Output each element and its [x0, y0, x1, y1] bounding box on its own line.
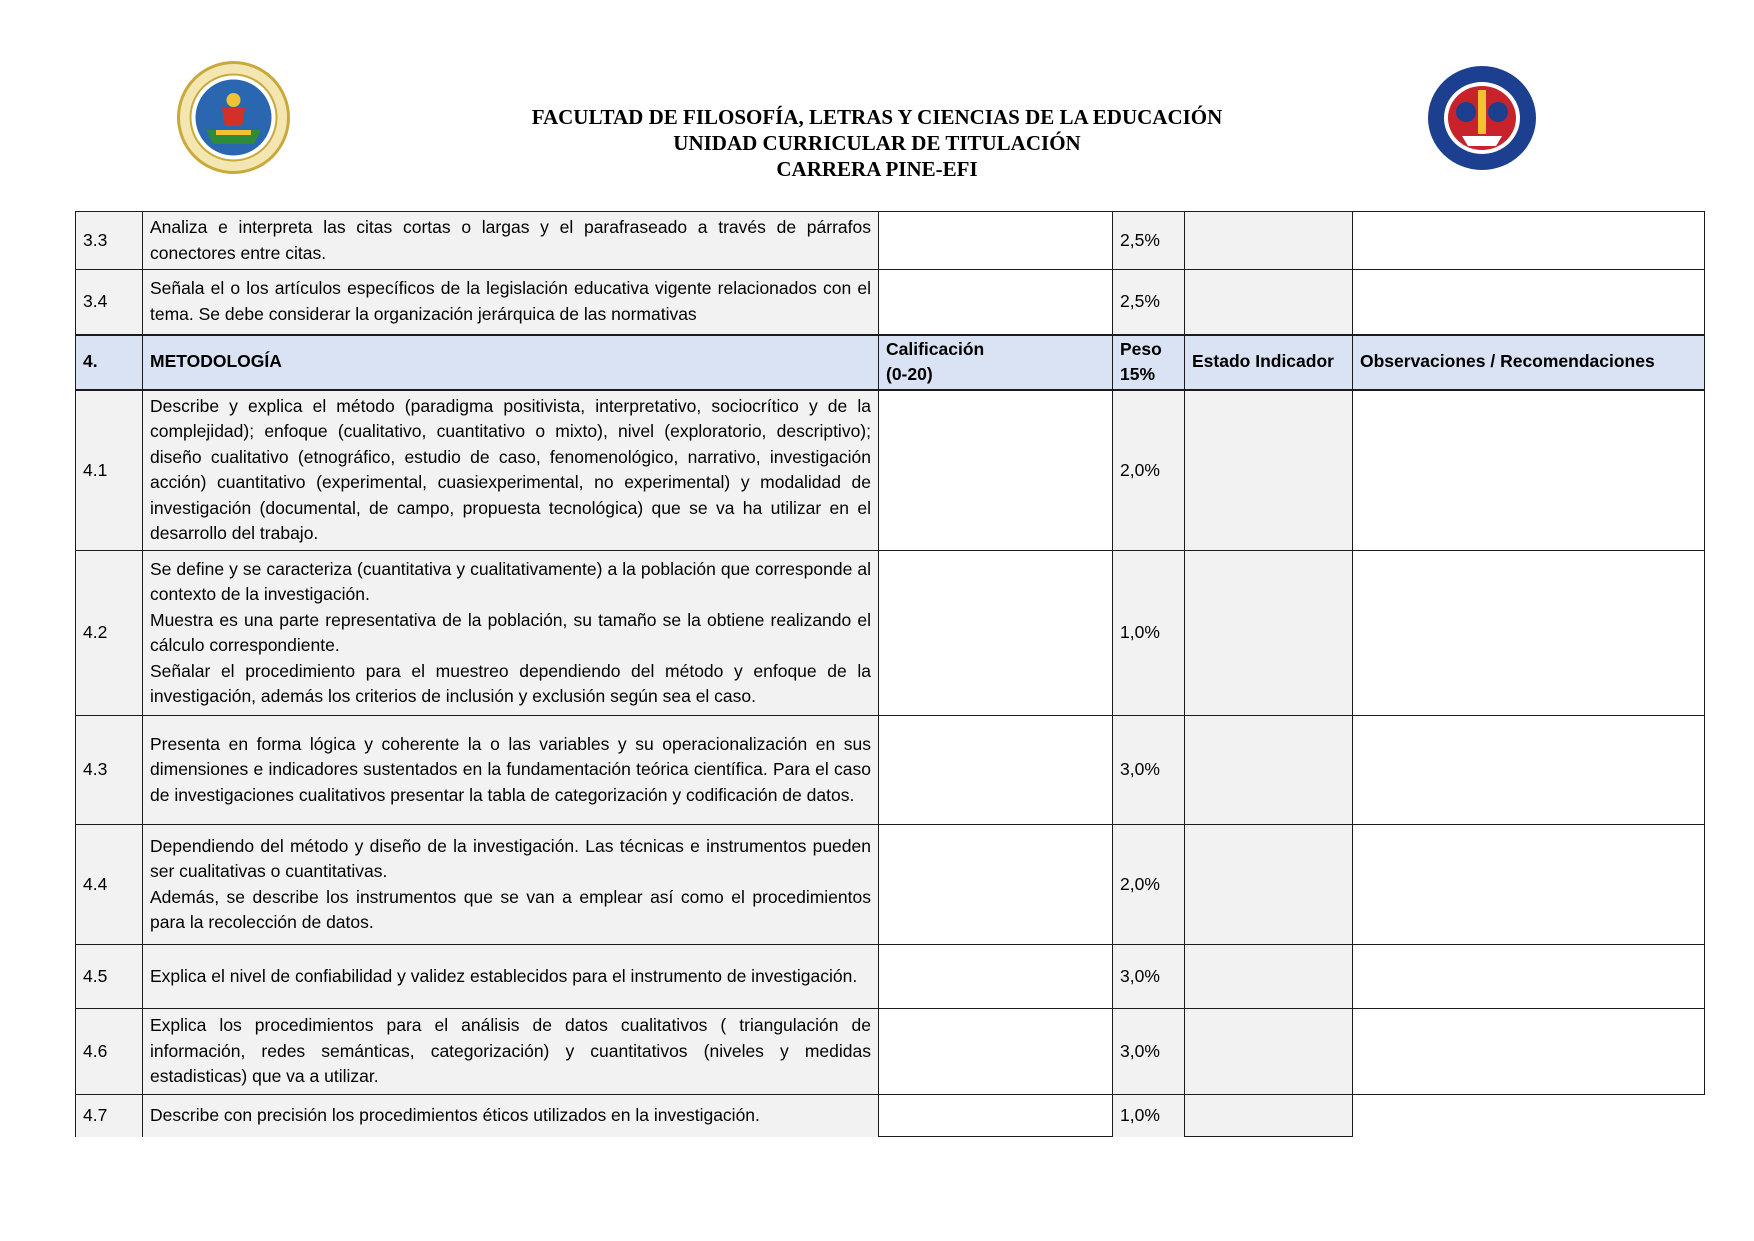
- peso-header-value: 15%: [1120, 364, 1156, 384]
- peso-value: 1,0%: [1113, 551, 1185, 716]
- table-row: [76, 212, 1705, 270]
- estado-cell[interactable]: [1185, 1095, 1353, 1137]
- item-number: 4.1: [76, 390, 143, 551]
- item-number: 4.4: [76, 825, 143, 945]
- item-number: 4.7: [76, 1095, 143, 1137]
- item-description: Describe con precisión los procedimientos éticos utilizados en la investigación.: [143, 1095, 879, 1137]
- peso-value: 2,0%: [1113, 390, 1185, 551]
- table-row: [76, 270, 1705, 335]
- calificacion-cell[interactable]: [879, 212, 1113, 270]
- item-number: 4.2: [76, 551, 143, 716]
- observaciones-cell[interactable]: [1353, 390, 1705, 551]
- table-row: [76, 1095, 1705, 1137]
- item-description: Describe y explica el método (paradigma positivista, interpretativo, sociocrítico y de la complejidad); enfoque (cualitativo, cuantitativo o mixto), nivel (exploratorio, descriptivo); diseño cualitativo (etnográfico, estudio de caso, fenomenológico, narrativo, investigación acción) cuantitativo (experimental, cuasiexperimental, no experimental) y modalidad de investigación (documental, de campo, propuesta tecnológica) que se va ha utilizar en el desarrollo del trabajo.: [143, 390, 879, 551]
- item-number: 4.3: [76, 716, 143, 825]
- calificacion-cell[interactable]: [879, 270, 1113, 335]
- observaciones-cell[interactable]: [1353, 825, 1705, 945]
- peso-header-label: Peso: [1120, 338, 1162, 359]
- item-number: 3.4: [76, 270, 143, 335]
- observaciones-cell[interactable]: [1353, 1009, 1705, 1095]
- observaciones-cell[interactable]: [1353, 551, 1705, 716]
- calificacion-header: [879, 335, 1113, 390]
- faculty-title: FACULTAD DE FILOSOFÍA, LETRAS Y CIENCIAS DE LA EDUCACIÓN: [531, 105, 1223, 129]
- peso-value: 2,0%: [1113, 825, 1185, 945]
- calificacion-cell[interactable]: [879, 716, 1113, 825]
- peso-value: 3,0%: [1113, 945, 1185, 1009]
- section-header-row: [76, 335, 1705, 390]
- item-number: 4.5: [76, 945, 143, 1009]
- calificacion-cell[interactable]: [879, 825, 1113, 945]
- estado-cell[interactable]: [1185, 825, 1353, 945]
- peso-value: 2,5%: [1113, 270, 1185, 335]
- item-description: Analiza e interpreta las citas cortas o largas y el parafraseado a través de párrafos conectores entre citas.: [143, 212, 879, 270]
- estado-cell[interactable]: [1185, 1009, 1353, 1095]
- table-row: [76, 716, 1705, 825]
- observaciones-cell[interactable]: [1353, 716, 1705, 825]
- estado-header: Estado Indicador: [1185, 335, 1353, 390]
- description-line: Muestra es una parte representativa de la población, su tamaño se la obtiene realizando el cálculo correspondiente.: [150, 609, 871, 655]
- item-number: 3.3: [76, 212, 143, 270]
- description-line: Se define y se caracteriza (cuantitativa y cualitativamente) a la población que corresponde al contexto de la investigación.: [150, 558, 871, 604]
- document-title: [0, 104, 1754, 182]
- item-description: [143, 825, 879, 945]
- estado-cell[interactable]: [1185, 945, 1353, 1009]
- peso-value: 1,0%: [1113, 1095, 1185, 1137]
- item-description: Señala el o los artículos específicos de la legislación educativa vigente relacionados con el tema. Se debe considerar la organización jerárquica de las normativas: [143, 270, 879, 335]
- section-number: 4.: [76, 335, 143, 390]
- item-description: [143, 551, 879, 716]
- table-row: [76, 825, 1705, 945]
- section-title: METODOLOGÍA: [143, 335, 879, 390]
- table-row: [76, 945, 1705, 1009]
- peso-value: 3,0%: [1113, 1009, 1185, 1095]
- description-line: Además, se describe los instrumentos que se van a emplear así como el procedimientos para la recolección de datos.: [150, 886, 871, 932]
- career-title: CARRERA PINE-EFI: [776, 157, 978, 181]
- peso-value: 3,0%: [1113, 716, 1185, 825]
- peso-header: [1113, 335, 1185, 390]
- description-line: Dependiendo del método y diseño de la investigación. Las técnicas e instrumentos pueden ser cualitativas o cuantitativas.: [150, 835, 871, 881]
- observaciones-cell[interactable]: [1353, 945, 1705, 1009]
- observaciones-header: Observaciones / Recomendaciones: [1353, 335, 1705, 390]
- item-description: Explica los procedimientos para el análisis de datos cualitativos ( triangulación de información, redes semánticas, categorización) y cuantitativos (niveles y medidas estadisticas) que va a utilizar.: [143, 1009, 879, 1095]
- calificacion-header-label: Calificación: [886, 338, 985, 359]
- table-row: [76, 390, 1705, 551]
- item-description: Explica el nivel de confiabilidad y validez establecidos para el instrumento de investigación.: [143, 945, 879, 1009]
- estado-cell[interactable]: [1185, 551, 1353, 716]
- calificacion-cell[interactable]: [879, 1009, 1113, 1095]
- page-header: [0, 0, 1754, 200]
- unit-title: UNIDAD CURRICULAR DE TITULACIÓN: [673, 131, 1081, 155]
- peso-value: 2,5%: [1113, 212, 1185, 270]
- item-number: 4.6: [76, 1009, 143, 1095]
- calificacion-cell[interactable]: [879, 1095, 1113, 1137]
- observaciones-cell[interactable]: [1353, 1095, 1705, 1137]
- calificacion-cell[interactable]: [879, 551, 1113, 716]
- estado-cell[interactable]: [1185, 212, 1353, 270]
- calificacion-cell[interactable]: [879, 945, 1113, 1009]
- item-description: Presenta en forma lógica y coherente la o las variables y su operacionalización en sus dimensiones e indicadores sustentados en la fundamentación teórica científica. Para el caso de investigaciones cualitativos presentar la tabla de categorización y codificación de datos.: [143, 716, 879, 825]
- table-row: [76, 1009, 1705, 1095]
- calificacion-cell[interactable]: [879, 390, 1113, 551]
- observaciones-cell[interactable]: [1353, 270, 1705, 335]
- observaciones-cell[interactable]: [1353, 212, 1705, 270]
- estado-cell[interactable]: [1185, 270, 1353, 335]
- estado-cell[interactable]: [1185, 390, 1353, 551]
- calificacion-header-range: (0-20): [886, 364, 933, 384]
- table-row: [76, 551, 1705, 716]
- evaluation-rubric-table: [75, 211, 1705, 1137]
- estado-cell[interactable]: [1185, 716, 1353, 825]
- description-line: Señalar el procedimiento para el muestreo dependiendo del método y enfoque de la investigación, además los criterios de inclusión y exclusión según sea el caso.: [150, 660, 871, 706]
